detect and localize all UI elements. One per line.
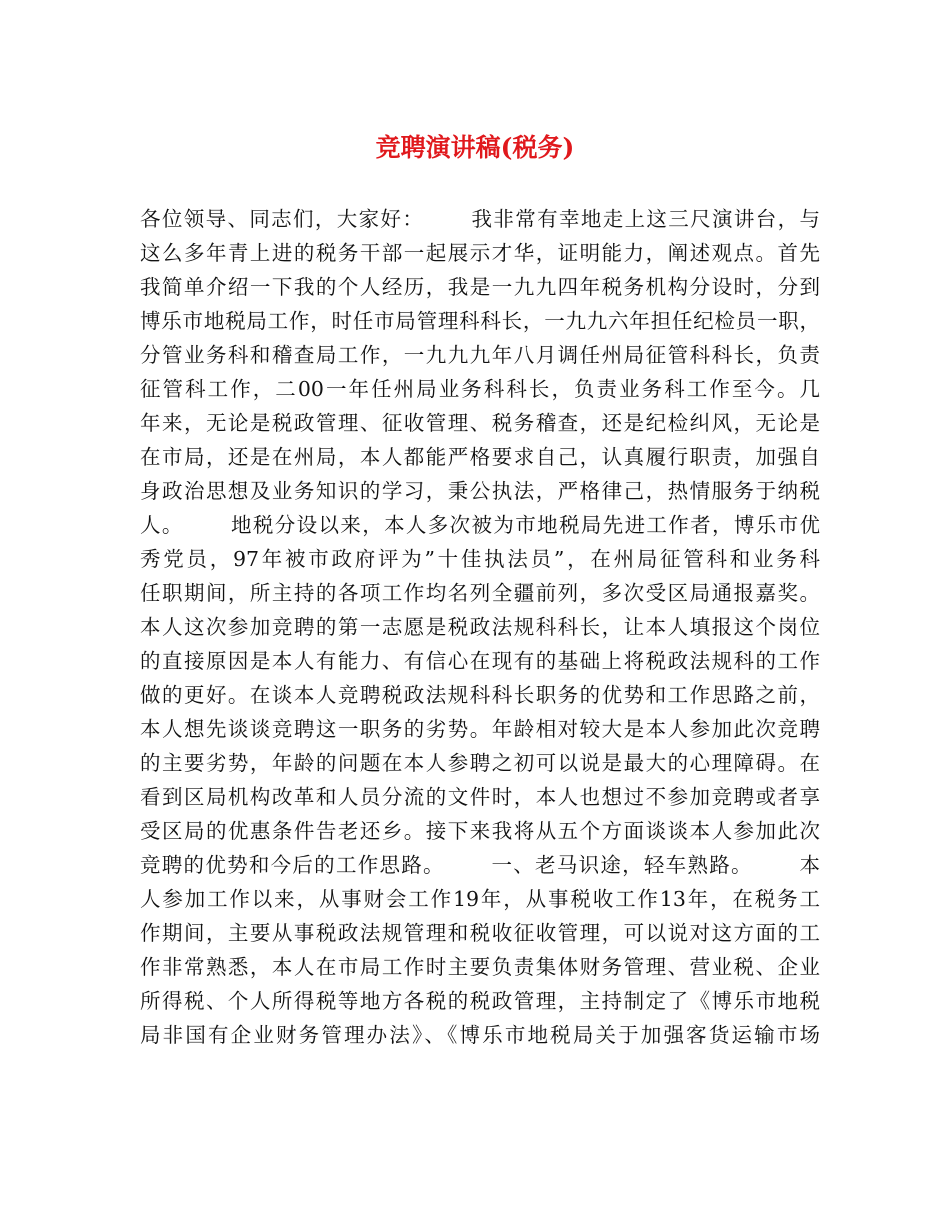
body-line: 的主要劣势，年龄的问题在本人参聘之初可以说是最大的心理障碍。在 (140, 751, 820, 775)
body-line: 作非常熟悉，本人在市局工作时主要负责集体财务管理、营业税、企业 (140, 955, 820, 979)
body-line: 做的更好。在谈本人竞聘税政法规科科长职务的优势和工作思路之前， (140, 683, 820, 707)
body-line: 所得税、个人所得税等地方各税的税政管理，主持制定了《博乐市地税 (140, 989, 820, 1013)
body-line: 人参加工作以来，从事财会工作19年，从事税收工作13年，在税务工 (140, 887, 820, 911)
body-line: 这么多年青上进的税务干部一起展示才华，证明能力，阐述观点。首先 (140, 241, 820, 265)
body-line: 局非国有企业财务管理办法》、《博乐市地税局关于加强客货运输市场 (140, 1023, 820, 1047)
body-line: 竞聘的优势和今后的工作思路。 一、老马识途，轻车熟路。 本 (140, 853, 820, 877)
body-line: 人。 地税分设以来，本人多次被为市地税局先进工作者，博乐市优 (140, 513, 820, 537)
body-line: 本人想先谈谈竞聘这一职务的劣势。年龄相对较大是本人参加此次竞聘 (140, 717, 820, 741)
body-line: 受区局的优惠条件告老还乡。接下来我将从五个方面谈谈本人参加此次 (140, 819, 820, 843)
body-line: 的直接原因是本人有能力、有信心在现有的基础上将税政法规科的工作 (140, 649, 820, 673)
body-line: 看到区局机构改革和人员分流的文件时，本人也想过不参加竞聘或者享 (140, 785, 820, 809)
body-line: 征管科工作，二00一年任州局业务科科长，负责业务科工作至今。几 (140, 377, 820, 401)
body-line: 身政治思想及业务知识的学习，秉公执法，严格律己，热情服务于纳税 (140, 479, 820, 503)
body-line: 博乐市地税局工作，时任市局管理科科长，一九九六年担任纪检员一职， (140, 309, 820, 333)
body-line: 分管业务科和稽查局工作，一九九九年八月调任州局征管科科长，负责 (140, 343, 820, 367)
body-line: 本人这次参加竞聘的第一志愿是税政法规科科长，让本人填报这个岗位 (140, 615, 820, 639)
body-line: 年来，无论是税政管理、征收管理、税务稽查，还是纪检纠风，无论是 (140, 411, 820, 435)
body-line: 在市局，还是在州局，本人都能严格要求自己，认真履行职责，加强自 (140, 445, 820, 469)
body-line: 各位领导、同志们，大家好： 我非常有幸地走上这三尺演讲台，与 (140, 207, 820, 231)
body-line: 作期间，主要从事税政法规管理和税收征收管理，可以说对这方面的工 (140, 921, 820, 945)
document-body (140, 202, 820, 1052)
document-title: 竞聘演讲稿(税务) (375, 133, 575, 162)
body-line: 我简单介绍一下我的个人经历，我是一九九四年税务机构分设时，分到 (140, 275, 820, 299)
body-line: 任职期间，所主持的各项工作均名列全疆前列，多次受区局通报嘉奖。 (140, 581, 820, 605)
body-line: 秀党员，97年被市政府评为”十佳执法员”，在州局征管科和业务科 (140, 547, 820, 571)
